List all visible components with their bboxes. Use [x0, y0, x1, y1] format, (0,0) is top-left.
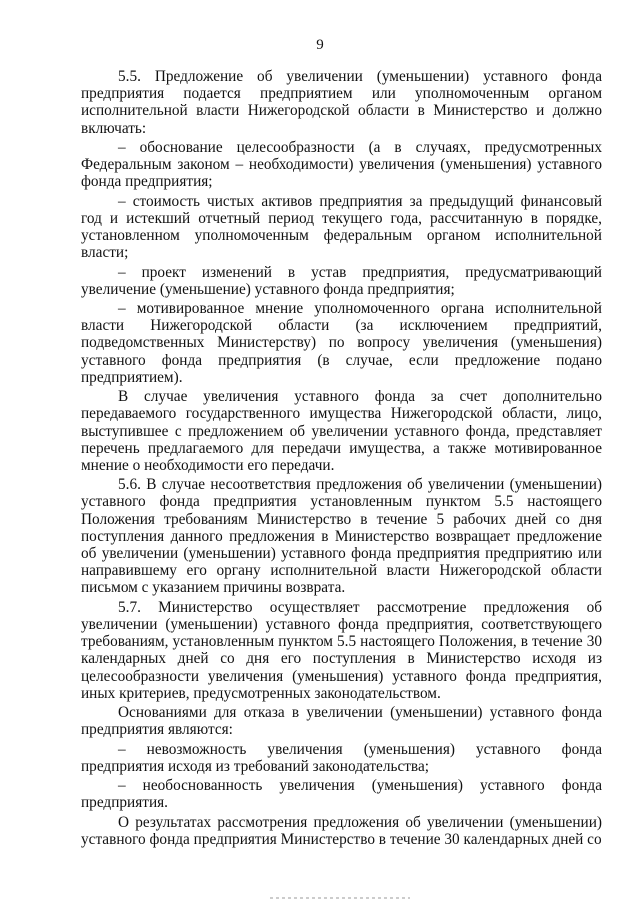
list-item-charter-draft: – проект изменений в устав предприятия, предусматривающий увеличение (уменьшение) уставного фонда предприятия; — [81, 263, 602, 298]
list-item-unjustified: – необоснованность увеличения (уменьшения) уставного фонда предприятия. — [81, 777, 602, 812]
list-item-reasoned-opinion: – мотивированное мнение уполномоченного органа исполнительной власти Нижегородской области (за исключением предприятий, подведомственных Министерству) по вопросу увеличения (уменьшения) уставного фонда предприятия (в случае, если предложение подано предприятием). — [81, 300, 602, 386]
paragraph-5-7: 5.7. Министерство осуществляет рассмотрение предложения об увеличении (уменьшении) уставного фонда предприятия, соответствующего требованиям, установленным пунктом 5.5 настоящего Положения, в течение 30 календарных дней со дня его поступления в Министерство исходя из целесообразности увеличения (уменьшения) уставного фонда предприятия, иных критериев, предусмотренных законодательством. — [81, 598, 602, 702]
document-body — [81, 68, 602, 850]
list-item-justification: – обоснование целесообразности (а в случаях, предусмотренных Федеральным законом – необходимости) увеличения (уменьшения) уставного фонда предприятия; — [81, 138, 602, 191]
paragraph-refusal-grounds: Основаниями для отказа в увеличении (уменьшении) уставного фонда предприятия являются: — [81, 704, 602, 739]
scan-artifact-line — [270, 897, 410, 899]
page-number: 9 — [316, 37, 324, 53]
list-item-net-assets: – стоимость чистых активов предприятия за предыдущий финансовый год и истекший отчетный период текущего года, рассчитанную в порядке, установленном уполномоченным федеральным органом исполнительной власти; — [81, 192, 602, 262]
paragraph-5-6: 5.6. В случае несоответствия предложения об увеличении (уменьшении) уставного фонда предприятия установленным пунктом 5.5 настоящего Положения требованиям Министерство в течение 5 рабочих дней со дня поступления данного предложения в Министерство возвращает предложение об увеличении (уменьшении) уставного фонда предприятия предприятию или направившему его органу исполнительной власти Нижегородской области письмом с указанием причины возврата. — [81, 476, 602, 597]
paragraph-results: О результатах рассмотрения предложения об увеличении (уменьшении) уставного фонда предприятия Министерство в течение 30 календарных дней со — [81, 813, 602, 848]
paragraph-additional-property: В случае увеличения уставного фонда за счет дополнительно передаваемого государственного имущества Нижегородской области, лицо, выступившее с предложением об увеличении уставного фонда, представляет перечень предлагаемого для передачи имущества, а также мотивированное мнение о необходимости его передачи. — [81, 388, 602, 474]
list-item-impossibility: – невозможность увеличения (уменьшения) уставного фонда предприятия исходя из требований законодательства; — [81, 740, 602, 775]
paragraph-5-5: 5.5. Предложение об увеличении (уменьшении) уставного фонда предприятия подается предприятием или уполномоченным органом исполнительной власти Нижегородской области в Министерство и должно включать: — [81, 68, 602, 137]
